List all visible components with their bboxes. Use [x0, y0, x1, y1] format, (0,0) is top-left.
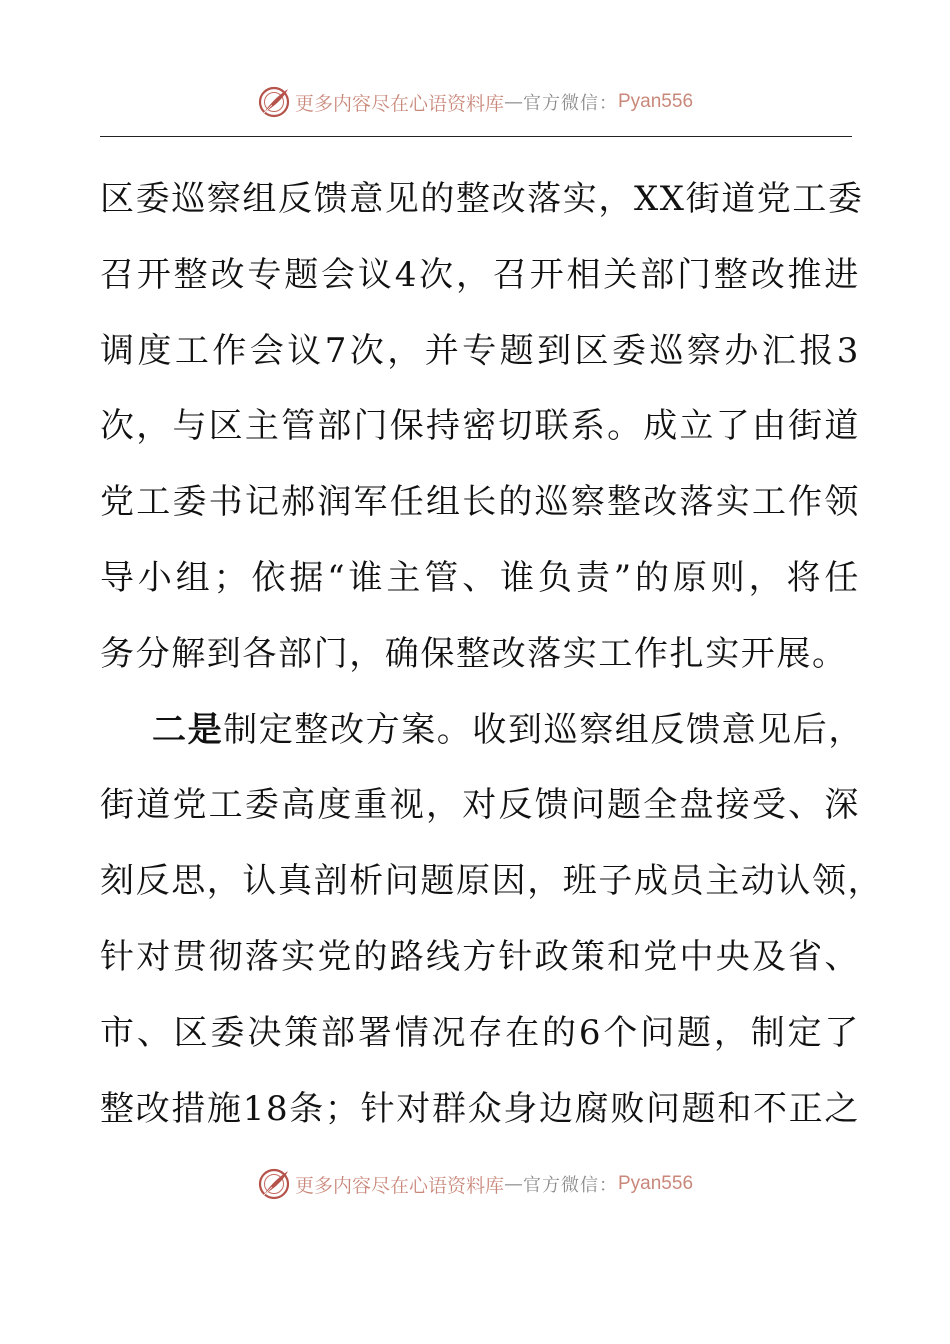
- text-line: 区委巡察组反馈意见的整改落实，XX街道党工委: [100, 179, 864, 219]
- paragraph-lead-bold: 二是: [152, 709, 224, 750]
- official-wechat-label: 官方微信：: [523, 93, 618, 114]
- official-wechat-label: 官方微信：: [523, 1175, 618, 1196]
- quill-logo-icon: [257, 85, 291, 119]
- text-line: 街道党工委高度重视，对反馈问题全盘接受、深: [100, 785, 860, 826]
- brand-text: 更多内容尽在心语资料库: [294, 92, 504, 115]
- wechat-id: Pyan556: [618, 91, 694, 112]
- document-body: [100, 162, 884, 1147]
- text-line: 党工委书记郝润军任组长的巡察整改落实工作领: [100, 482, 860, 523]
- wechat-id: Pyan556: [618, 1173, 694, 1194]
- banner-separator: —: [504, 91, 523, 113]
- banner-separator: —: [504, 1173, 523, 1195]
- brand-text: 更多内容尽在心语资料库: [294, 1174, 504, 1197]
- footer-banner: [0, 1164, 950, 1204]
- quill-logo-icon: [257, 1167, 291, 1201]
- paragraph-lead-line: [100, 693, 865, 769]
- text-line: 整改措施18条；针对群众身边腐败问题和不正之: [100, 1088, 860, 1129]
- text-line: 市、区委决策部署情况存在的6个问题，制定了: [100, 1012, 860, 1053]
- text-line: 刻反思，认真剖析问题原因，班子成员主动认领，: [100, 861, 884, 902]
- text-line: 次，与区主管部门保持密切联系。成立了由街道: [100, 406, 860, 447]
- text-line: 召开整改专题会议4次，召开相关部门整改推进: [100, 254, 860, 295]
- text-line: 务分解到各部门，确保整改落实工作扎实开展。: [100, 633, 848, 674]
- text-line: 调度工作会议7次，并专题到区委巡察办汇报3: [100, 330, 860, 371]
- header-divider: [100, 136, 852, 137]
- paragraph-lead-rest: 制定整改方案。收到巡察组反馈意见后，: [223, 709, 865, 750]
- text-line: 针对贯彻落实党的路线方针政策和党中央及省、: [100, 936, 860, 977]
- text-line: 导小组；依据“谁主管、谁负责”的原则，将任: [100, 557, 860, 598]
- header-banner: [0, 82, 950, 122]
